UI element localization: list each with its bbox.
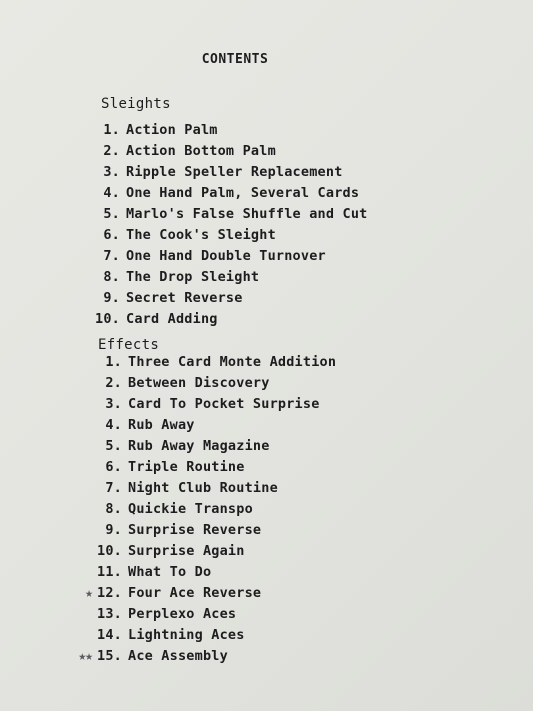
- item-title: One Hand Palm, Several Cards: [126, 185, 360, 201]
- star-icon: ★★: [78, 649, 92, 664]
- effects-list: [78, 352, 337, 667]
- item-number: 10.: [97, 543, 122, 559]
- item-title: Between Discovery: [128, 375, 270, 391]
- item-title: Marlo's False Shuffle and Cut: [126, 206, 368, 222]
- item-number: 4.: [103, 185, 120, 201]
- item-title: Secret Reverse: [126, 290, 243, 306]
- item-number: 7.: [103, 248, 120, 264]
- item-title: Triple Routine: [128, 459, 245, 475]
- list-item: [96, 625, 336, 646]
- item-title: Lightning Aces: [128, 627, 245, 643]
- list-item: [94, 225, 368, 246]
- item-number: 10.: [95, 311, 120, 327]
- item-number: 3.: [103, 164, 120, 180]
- item-number: 9.: [103, 290, 120, 306]
- item-title: Perplexo Aces: [128, 606, 237, 622]
- list-item: [96, 436, 336, 457]
- list-item: [94, 183, 368, 204]
- item-number: 3.: [105, 396, 122, 412]
- item-title: Surprise Again: [128, 543, 245, 559]
- item-title: Quickie Transpo: [128, 501, 253, 517]
- item-number: 6.: [105, 459, 122, 475]
- item-number: 14.: [97, 627, 122, 643]
- list-item: [94, 309, 368, 330]
- list-item: [96, 415, 336, 436]
- list-item: [96, 541, 336, 562]
- list-item: [94, 267, 368, 288]
- list-item: [96, 562, 336, 583]
- item-title: Card To Pocket Surprise: [128, 396, 320, 412]
- item-number: 5.: [105, 438, 122, 454]
- star-icon: ★: [85, 586, 92, 601]
- item-number: 2.: [105, 375, 122, 391]
- list-item: [94, 120, 368, 141]
- section-heading-effects: Effects: [98, 337, 160, 353]
- list-item: [94, 288, 368, 309]
- page-title: CONTENTS: [201, 52, 269, 67]
- item-title: Surprise Reverse: [128, 522, 262, 538]
- list-item: [96, 352, 336, 373]
- item-title: The Cook's Sleight: [126, 227, 276, 243]
- item-title: Ripple Speller Replacement: [126, 164, 343, 180]
- item-title: One Hand Double Turnover: [126, 248, 326, 264]
- item-title: What To Do: [128, 564, 212, 580]
- list-item: [94, 246, 368, 267]
- section-heading-sleights: Sleights: [101, 96, 171, 112]
- list-item: [96, 520, 336, 541]
- item-number: 8.: [103, 269, 120, 285]
- item-number: 9.: [105, 522, 122, 538]
- item-number: 1.: [103, 122, 120, 138]
- item-title: Rub Away Magazine: [128, 438, 270, 454]
- list-item: [94, 204, 368, 225]
- item-number: 4.: [105, 417, 122, 433]
- item-title: The Drop Sleight: [126, 269, 260, 285]
- item-number: 15.: [97, 648, 122, 664]
- item-title: Ace Assembly: [128, 648, 228, 664]
- list-item: [96, 394, 336, 415]
- list-item: [96, 478, 336, 499]
- item-number: 1.: [105, 354, 122, 370]
- item-title: Rub Away: [128, 417, 195, 433]
- item-title: Night Club Routine: [128, 480, 278, 496]
- item-title: Four Ace Reverse: [128, 585, 262, 601]
- item-number: 7.: [105, 480, 122, 496]
- list-item: [85, 583, 336, 604]
- item-number: 6.: [103, 227, 120, 243]
- item-number: 8.: [105, 501, 122, 517]
- list-item: [96, 457, 336, 478]
- list-item: [94, 162, 368, 183]
- item-title: Action Bottom Palm: [126, 143, 276, 159]
- list-item: [96, 373, 336, 394]
- sleights-list: [94, 120, 368, 330]
- item-title: Action Palm: [126, 122, 218, 138]
- list-item: [94, 141, 368, 162]
- list-item: [78, 646, 336, 667]
- item-title: Card Adding: [126, 311, 218, 327]
- list-item: [96, 604, 336, 625]
- item-number: 2.: [103, 143, 120, 159]
- item-number: 12.: [97, 585, 122, 601]
- list-item: [96, 499, 336, 520]
- item-number: 13.: [97, 606, 122, 622]
- item-number: 5.: [103, 206, 120, 222]
- item-title: Three Card Monte Addition: [128, 354, 337, 370]
- item-number: 11.: [97, 564, 122, 580]
